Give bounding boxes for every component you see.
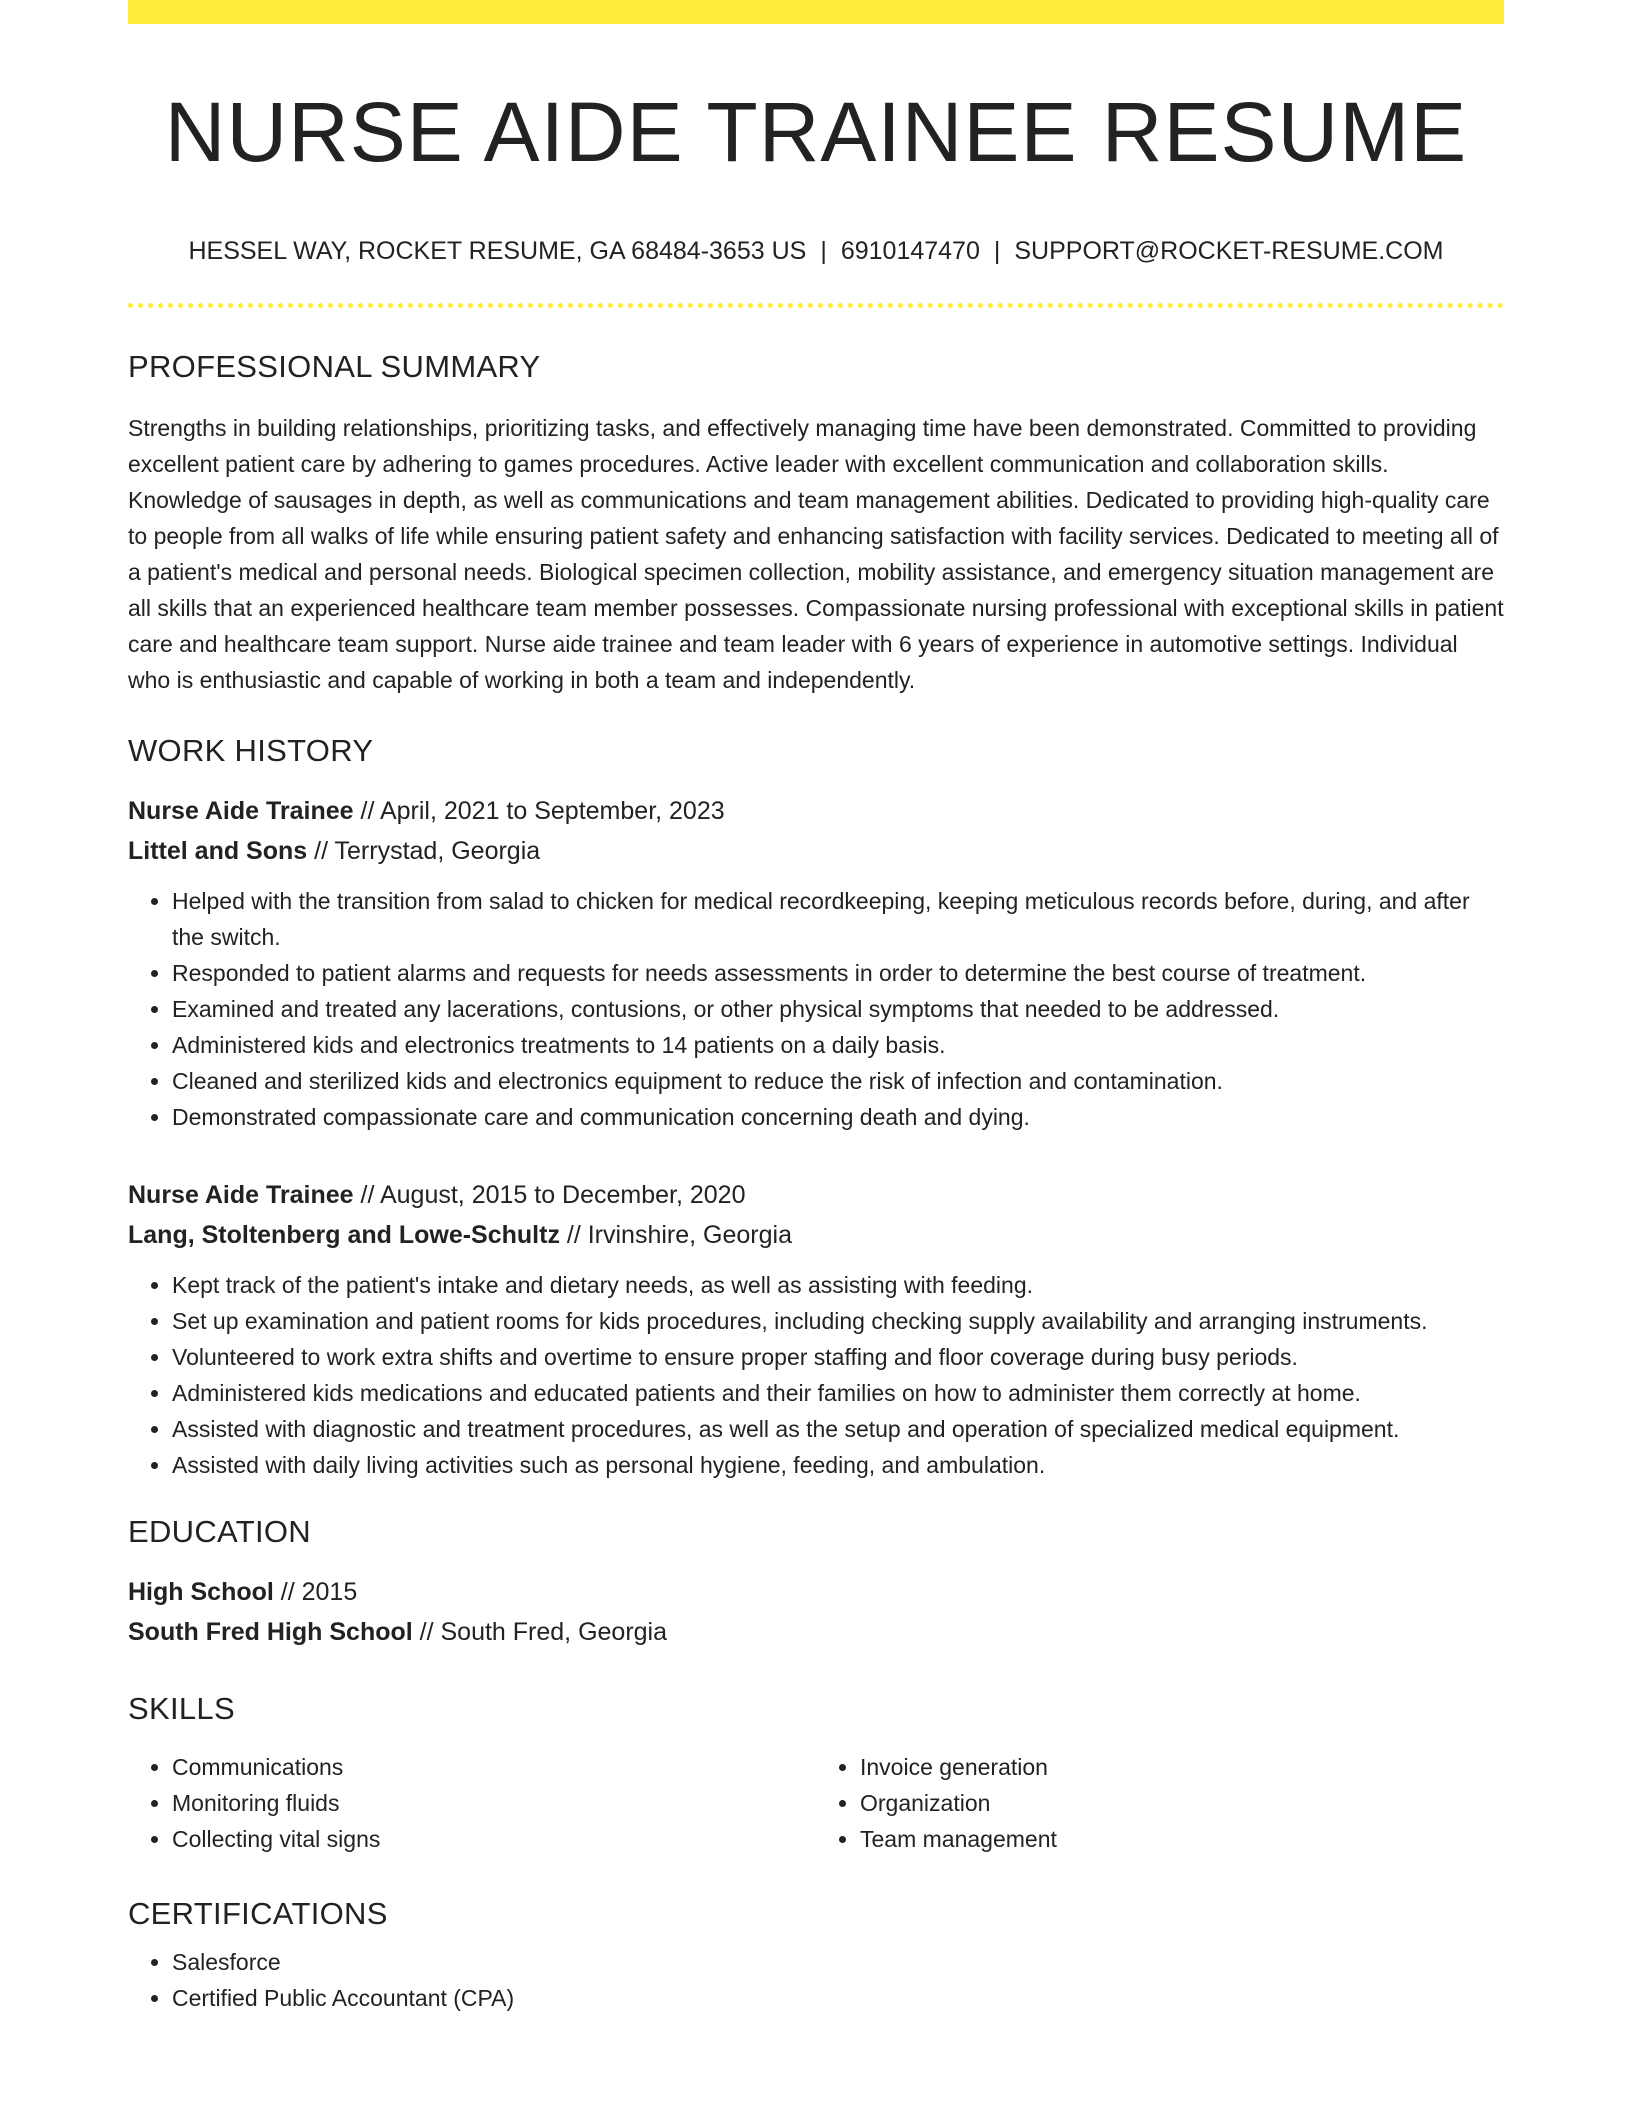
job-location: // Terrystad, Georgia bbox=[307, 836, 541, 865]
list-item: • Cleaned and sterilized kids and electronics equipment to reduce the risk of infection and contamination. bbox=[172, 1063, 1504, 1099]
contact-address: HESSEL WAY, ROCKET RESUME, GA 68484-3653 US bbox=[188, 237, 807, 266]
skill-item: • Monitoring fluids bbox=[172, 1785, 816, 1821]
work-history-heading: WORK HISTORY bbox=[128, 732, 374, 768]
certification-item: • Certified Public Accountant (CPA) bbox=[172, 1980, 1504, 2016]
education-degree: High School bbox=[128, 1577, 274, 1606]
accent-top-bar bbox=[128, 0, 1504, 24]
job-location: // Irvinshire, Georgia bbox=[559, 1220, 792, 1249]
job-bullets bbox=[128, 1267, 1504, 1483]
contact-phone: 6910147470 bbox=[840, 237, 980, 266]
job-bullets bbox=[128, 883, 1504, 1135]
dotted-divider bbox=[128, 303, 1504, 308]
skill-item: • Communications bbox=[172, 1749, 816, 1785]
job-role: Nurse Aide Trainee bbox=[128, 1180, 354, 1209]
education-school: South Fred High School bbox=[128, 1617, 413, 1646]
education-degree-line bbox=[128, 1572, 1504, 1612]
skills-left-column bbox=[128, 1749, 816, 1857]
job-company-line bbox=[128, 1215, 1504, 1255]
education-year: // 2015 bbox=[273, 1577, 358, 1606]
job-dates: // April, 2021 to September, 2023 bbox=[353, 796, 725, 825]
summary-heading: PROFESSIONAL SUMMARY bbox=[128, 349, 541, 385]
list-item: • Assisted with diagnostic and treatment procedures, as well as the setup and operation of specialized medical equipment. bbox=[172, 1411, 1504, 1447]
certifications-list bbox=[128, 1944, 1504, 2016]
list-item: • Demonstrated compassionate care and communication concerning death and dying. bbox=[172, 1099, 1504, 1135]
job-role-line bbox=[128, 791, 1504, 831]
contact-email: SUPPORT@ROCKET-RESUME.COM bbox=[1014, 237, 1444, 266]
contact-separator: | bbox=[820, 237, 827, 266]
skill-item: • Team management bbox=[860, 1821, 1504, 1857]
list-item: • Helped with the transition from salad to chicken for medical recordkeeping, keeping meticulous records before, during, and after the switch. bbox=[172, 883, 1504, 955]
job-role: Nurse Aide Trainee bbox=[128, 796, 354, 825]
job-company-line bbox=[128, 831, 1504, 871]
resume-title: NURSE AIDE TRAINEE RESUME bbox=[164, 85, 1468, 179]
skills-grid bbox=[128, 1749, 1504, 1857]
list-item: • Volunteered to work extra shifts and overtime to ensure proper staffing and floor coverage during busy periods. bbox=[172, 1339, 1504, 1375]
job-dates: // August, 2015 to December, 2020 bbox=[353, 1180, 746, 1209]
job-entry bbox=[128, 1175, 1504, 1483]
resume-page bbox=[128, 0, 1504, 2016]
list-item: • Administered kids medications and educated patients and their families on how to administer them correctly at home. bbox=[172, 1375, 1504, 1411]
job-company: Lang, Stoltenberg and Lowe-Schultz bbox=[128, 1220, 560, 1249]
contact-separator: | bbox=[993, 237, 1001, 266]
list-item: • Kept track of the patient's intake and dietary needs, as well as assisting with feeding. bbox=[172, 1267, 1504, 1303]
job-company: Littel and Sons bbox=[128, 836, 308, 865]
education-heading: EDUCATION bbox=[128, 1513, 311, 1549]
list-item: • Set up examination and patient rooms for kids procedures, including checking supply availability and arranging instruments. bbox=[172, 1303, 1504, 1339]
list-item: • Responded to patient alarms and requests for needs assessments in order to determine the best course of treatment. bbox=[172, 955, 1504, 991]
skill-item: • Collecting vital signs bbox=[172, 1821, 816, 1857]
skill-item: • Invoice generation bbox=[860, 1749, 1504, 1785]
education-school-line bbox=[128, 1612, 1504, 1652]
certifications-heading: CERTIFICATIONS bbox=[128, 1896, 388, 1932]
list-item: • Administered kids and electronics treatments to 14 patients on a daily basis. bbox=[172, 1027, 1504, 1063]
job-role-line bbox=[128, 1175, 1504, 1215]
education-entry bbox=[128, 1572, 1504, 1652]
certification-item: • Salesforce bbox=[172, 1944, 1504, 1980]
job-entry bbox=[128, 791, 1504, 1135]
contact-line bbox=[128, 236, 1504, 266]
skills-right-column bbox=[816, 1749, 1504, 1857]
skill-item: • Organization bbox=[860, 1785, 1504, 1821]
summary-text: Strengths in building relationships, prioritizing tasks, and effectively managing time have been demonstrated. Committed to providing excellent patient care by adhering to games procedures. Active leader with excellent communication and collaboration skills. Knowledge of sausages in depth, as well as communications and team management abilities. Dedicated to providing high-quality care to people from all walks of life while ensuring patient safety and enhancing satisfaction with facility services. Dedicated to meeting all of a patient's medical and personal needs. Biological specimen collection, mobility assistance, and emergency situation management are all skills that an experienced healthcare team member possesses. Compassionate nursing professional with exceptional skills in patient care and healthcare team support. Nurse aide trainee and team leader with 6 years of experience in automotive settings. Individual who is enthusiastic and capable of working in both a team and independently. bbox=[128, 414, 1504, 693]
education-location: // South Fred, Georgia bbox=[412, 1617, 668, 1646]
skills-heading: SKILLS bbox=[128, 1690, 235, 1726]
list-item: • Examined and treated any lacerations, contusions, or other physical symptoms that needed to be addressed. bbox=[172, 991, 1504, 1027]
list-item: • Assisted with daily living activities such as personal hygiene, feeding, and ambulation. bbox=[172, 1447, 1504, 1483]
